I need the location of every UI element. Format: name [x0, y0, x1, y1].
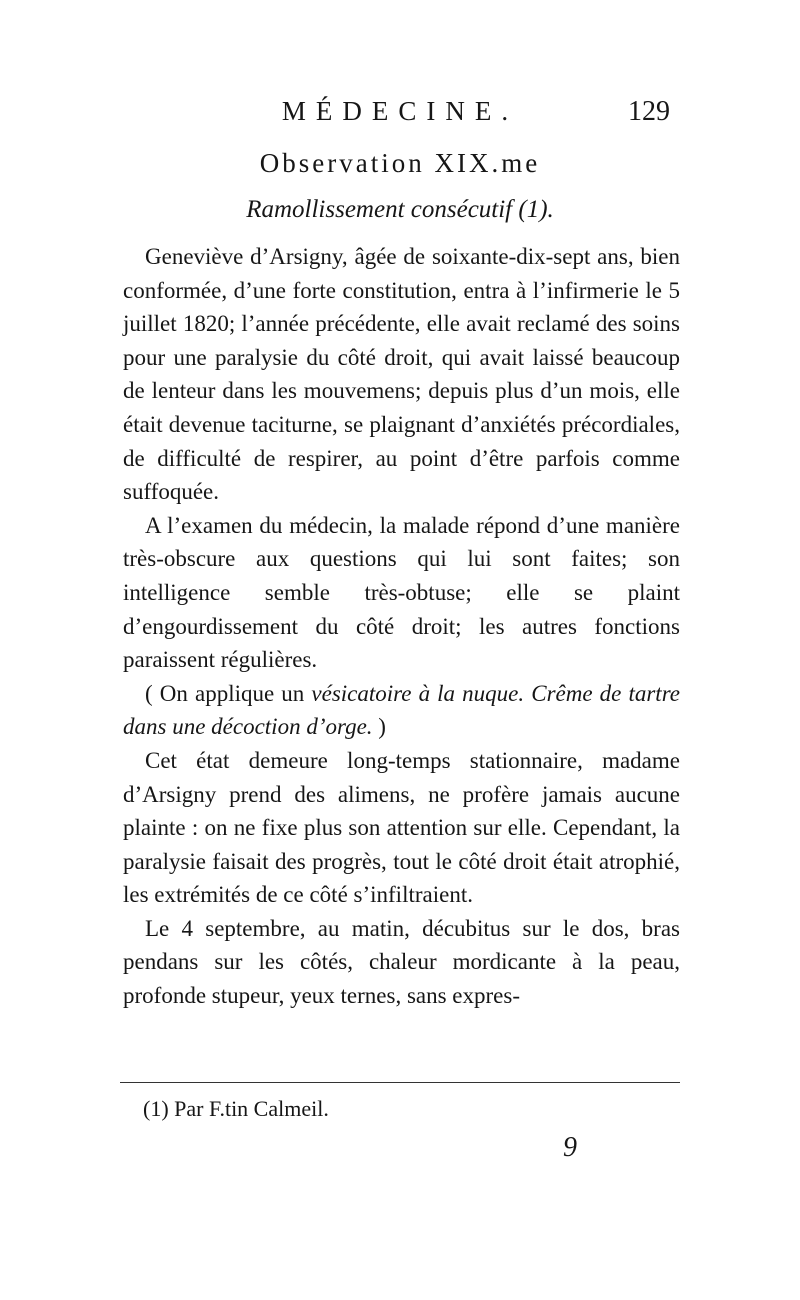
prescription-close: )	[372, 714, 386, 740]
paragraph-3-prescription	[123, 677, 680, 744]
body-text	[123, 240, 680, 1013]
page-number: 129	[628, 96, 670, 127]
observation-subtitle: Ramollissement consécutif (1).	[246, 196, 554, 223]
signature-mark: 9	[563, 1132, 577, 1163]
paragraph-5: Le 4 septembre, au matin, décubitus sur le dos, bras pendans sur les côtés, chaleur mordicante à la peau, profonde stupeur, yeux ternes, sans expres-	[123, 915, 680, 1009]
footnote-rule	[120, 1082, 680, 1083]
prescription-open: ( On applique un	[145, 680, 312, 706]
paragraph-4: Cet état demeure long-temps stationnaire, madame d’Arsigny prend des alimens, ne profère jamais aucune plainte : on ne fixe plus son attention sur elle. Cependant, la paralysie faisait des progrès, tout le côté droit était atrophié, les extrémités de ce côté s’infiltraient.	[123, 747, 680, 908]
paragraph-2: A l’examen du médecin, la malade répond d’une manière très-obscure aux questions qui lui sont faites; son intelligence semble très-obtuse; elle se plaint d’engourdissement du côté droit; les autres fonctions paraissent régulières.	[123, 512, 680, 673]
running-title: MÉDECINE.	[281, 96, 519, 126]
prescription-italic: vésicatoire à la nuque. Crême de tartre dans une décoction d’orge.	[123, 680, 681, 740]
observation-title: Observation XIX.me	[259, 148, 541, 178]
paragraph-1: Geneviève d’Arsigny, âgée de soixante-dix-sept ans, bien conformée, d’une forte constitution, entra à l’infirmerie le 5 juillet 1820; l’année précédente, elle avait reclamé des soins pour une paralysie du côté droit, qui avait laissé beaucoup de lenteur dans les mouvemens; depuis plus d’un mois, elle était devenue taciturne, se plaignant d’anxiétés précordiales, de difficulté de respirer, au point d’être parfois comme suffoquée.	[123, 244, 680, 505]
footnote: (1) Par F.tin Calmeil.	[143, 1096, 329, 1121]
running-head	[0, 96, 800, 136]
